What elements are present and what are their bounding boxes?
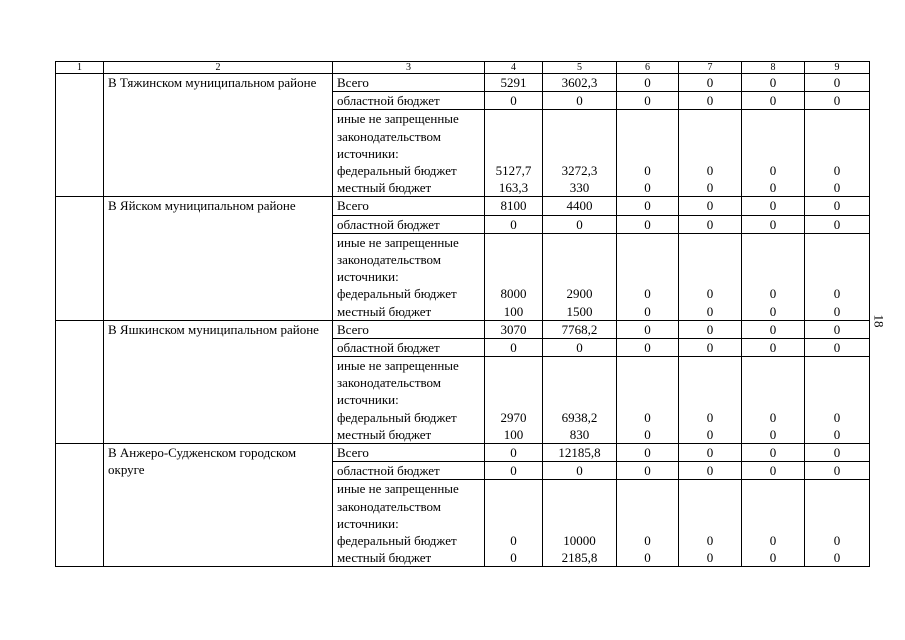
value-local: 0 [769, 303, 777, 319]
value-cell: 0 [617, 462, 679, 480]
value-local: 0 [644, 550, 651, 566]
value-cell: 0 [805, 462, 870, 480]
spacer [617, 234, 678, 251]
value-cell: 0 [679, 197, 742, 215]
source-label-stack [333, 110, 485, 197]
value-federal: 3272,3 [561, 162, 598, 178]
value-cell: 0 [543, 215, 617, 233]
value-local: 0 [833, 426, 841, 442]
table-row [56, 444, 870, 462]
header-cell: 5 [543, 62, 617, 74]
header-cell: 8 [742, 62, 805, 74]
source-label: федеральный бюджет [337, 286, 457, 302]
spacer [742, 498, 804, 515]
spacer [617, 357, 678, 374]
spacer [679, 251, 741, 268]
source-label: иные не запрещенные [337, 234, 459, 250]
spacer [742, 391, 804, 408]
value-cell: 0 [679, 444, 742, 462]
table-row [56, 320, 870, 338]
municipality-name: В Яйском муниципальном районе [104, 197, 333, 320]
value-cell: 0 [485, 215, 543, 233]
spacer [679, 391, 741, 408]
value-cell: 0 [742, 320, 805, 338]
number-cell [56, 197, 104, 320]
value-federal: 0 [644, 409, 651, 425]
value-federal: 0 [510, 533, 517, 548]
value-cell: 0 [742, 74, 805, 92]
value-cell-stack [805, 110, 870, 197]
spacer [805, 498, 869, 515]
spacer [543, 480, 616, 497]
header-cell: 9 [805, 62, 870, 74]
spacer [617, 515, 678, 532]
spacer [617, 110, 678, 127]
value-cell: 0 [679, 462, 742, 480]
spacer [805, 480, 869, 497]
value-cell: 0 [485, 338, 543, 356]
value-federal: 2900 [566, 286, 593, 302]
value-cell: 4400 [543, 197, 617, 215]
spacer [485, 110, 542, 127]
value-cell: 0 [679, 320, 742, 338]
spacer [805, 268, 869, 285]
spacer [742, 128, 804, 145]
value-cell: 0 [805, 338, 870, 356]
spacer [543, 498, 616, 515]
spacer [617, 391, 678, 408]
value-federal: 0 [644, 533, 651, 548]
value-cell-stack [543, 480, 617, 567]
value-cell: 0 [485, 92, 543, 110]
value-cell: 0 [617, 444, 679, 462]
header-cell: 6 [617, 62, 679, 74]
value-cell-stack [617, 110, 679, 197]
value-federal: 0 [706, 533, 714, 548]
value-cell-stack [742, 480, 805, 567]
value-local: 0 [644, 426, 651, 442]
spacer [485, 391, 542, 408]
table-row [56, 74, 870, 92]
value-local: 0 [510, 550, 517, 566]
source-label: Всего [333, 320, 485, 338]
value-local: 100 [503, 303, 524, 319]
value-local: 0 [769, 550, 777, 566]
value-federal: 0 [769, 286, 777, 302]
value-cell: 0 [543, 338, 617, 356]
number-cell [56, 74, 104, 197]
value-cell-stack [679, 357, 742, 444]
value-cell: 0 [742, 444, 805, 462]
spacer [617, 128, 678, 145]
source-label: местный бюджет [337, 180, 432, 196]
spacer [485, 268, 542, 285]
source-label: местный бюджет [337, 550, 432, 566]
spacer [543, 391, 616, 408]
source-label: Всего [333, 74, 485, 92]
value-local: 0 [833, 180, 841, 196]
value-federal: 0 [644, 162, 651, 178]
source-label: законодательством [337, 251, 442, 267]
page-number: 18 [871, 314, 887, 328]
source-label: иные не запрещенные [337, 481, 459, 497]
value-cell-stack [742, 233, 805, 320]
header-cell: 1 [56, 62, 104, 74]
source-label: областной бюджет [333, 338, 485, 356]
source-label: федеральный бюджет [337, 533, 457, 548]
spacer [805, 110, 869, 127]
source-label: областной бюджет [333, 92, 485, 110]
spacer [543, 128, 616, 145]
value-cell-stack [485, 480, 543, 567]
spacer [485, 234, 542, 251]
spacer [617, 145, 678, 162]
value-local: 330 [569, 180, 590, 196]
spacer [805, 251, 869, 268]
table-row [56, 197, 870, 215]
source-label: Всего [333, 197, 485, 215]
spacer [805, 128, 869, 145]
value-local: 0 [706, 303, 714, 319]
spacer [679, 110, 741, 127]
value-cell: 0 [543, 92, 617, 110]
value-local: 0 [769, 180, 777, 196]
value-cell-stack [679, 110, 742, 197]
spacer [805, 374, 869, 391]
value-cell: 0 [805, 444, 870, 462]
value-cell: 0 [617, 92, 679, 110]
spacer [617, 251, 678, 268]
spacer [679, 145, 741, 162]
value-cell: 0 [742, 462, 805, 480]
value-local: 2185,8 [561, 550, 598, 566]
spacer [679, 480, 741, 497]
value-cell: 0 [679, 338, 742, 356]
spacer [742, 234, 804, 251]
spacer [742, 480, 804, 497]
value-cell: 0 [485, 462, 543, 480]
number-cell [56, 444, 104, 567]
source-label: источники: [337, 269, 399, 285]
value-federal: 0 [769, 533, 777, 548]
source-label: источники: [337, 145, 399, 161]
value-local: 0 [706, 180, 714, 196]
value-cell-stack [679, 233, 742, 320]
value-cell-stack [805, 233, 870, 320]
value-cell: 0 [617, 338, 679, 356]
spacer [485, 498, 542, 515]
value-cell-stack [679, 480, 742, 567]
value-cell: 0 [805, 92, 870, 110]
value-federal: 0 [833, 533, 841, 548]
municipality-name: В Яшкинском муниципальном районе [104, 320, 333, 443]
spacer [805, 357, 869, 374]
value-federal: 0 [833, 409, 841, 425]
value-cell: 0 [617, 320, 679, 338]
spacer [742, 357, 804, 374]
value-local: 0 [833, 550, 841, 566]
value-local: 0 [833, 303, 841, 319]
header-cell: 4 [485, 62, 543, 74]
value-cell-stack [742, 110, 805, 197]
spacer [742, 251, 804, 268]
spacer [742, 145, 804, 162]
source-label: областной бюджет [333, 215, 485, 233]
spacer [543, 357, 616, 374]
spacer [485, 357, 542, 374]
spacer [543, 234, 616, 251]
value-federal: 0 [644, 286, 651, 302]
value-cell-stack [617, 480, 679, 567]
value-local: 0 [706, 426, 714, 442]
value-cell: 0 [805, 197, 870, 215]
spacer [679, 128, 741, 145]
value-cell: 0 [679, 74, 742, 92]
value-cell-stack [485, 233, 543, 320]
value-cell: 0 [679, 215, 742, 233]
value-cell: 0 [617, 197, 679, 215]
spacer [742, 268, 804, 285]
source-label: законодательством [337, 375, 442, 391]
value-cell-stack [485, 357, 543, 444]
spacer [679, 357, 741, 374]
value-federal: 2970 [500, 409, 527, 425]
value-cell: 0 [543, 462, 617, 480]
value-cell-stack [543, 357, 617, 444]
value-cell-stack [805, 357, 870, 444]
spacer [679, 234, 741, 251]
spacer [805, 515, 869, 532]
spacer [485, 128, 542, 145]
header-cell: 7 [679, 62, 742, 74]
spacer [679, 498, 741, 515]
value-cell-stack [485, 110, 543, 197]
value-local: 100 [503, 426, 524, 442]
spacer [543, 145, 616, 162]
value-local: 1500 [566, 303, 593, 319]
value-local: 0 [644, 180, 651, 196]
value-federal: 0 [769, 409, 777, 425]
spacer [742, 110, 804, 127]
number-cell [56, 320, 104, 443]
spacer [805, 234, 869, 251]
value-federal: 5127,7 [495, 162, 532, 178]
value-cell: 0 [742, 92, 805, 110]
value-cell: 0 [742, 215, 805, 233]
spacer [805, 145, 869, 162]
spacer [679, 374, 741, 391]
source-label-stack [333, 480, 485, 567]
source-label: законодательством [337, 498, 442, 514]
spacer [485, 515, 542, 532]
value-federal: 0 [706, 409, 714, 425]
value-federal: 0 [769, 162, 777, 178]
value-federal: 0 [706, 286, 714, 302]
spacer [679, 515, 741, 532]
source-label: областной бюджет [333, 462, 485, 480]
value-local: 0 [644, 303, 651, 319]
value-cell: 0 [485, 444, 543, 462]
value-cell-stack [543, 110, 617, 197]
source-label: местный бюджет [337, 303, 432, 319]
source-label: законодательством [337, 128, 442, 144]
funding-table [55, 61, 870, 567]
value-federal: 0 [833, 162, 841, 178]
value-local: 163,3 [498, 180, 529, 196]
header-cell: 3 [333, 62, 485, 74]
value-cell-stack [742, 357, 805, 444]
value-cell: 12185,8 [543, 444, 617, 462]
value-cell: 0 [742, 338, 805, 356]
value-cell: 0 [742, 197, 805, 215]
municipality-name: В Тяжинском муниципальном районе [104, 74, 333, 197]
value-federal: 10000 [563, 533, 596, 548]
spacer [617, 480, 678, 497]
source-label: иные не запрещенные [337, 111, 459, 127]
spacer [617, 374, 678, 391]
value-federal: 0 [833, 286, 841, 302]
value-cell-stack [543, 233, 617, 320]
spacer [485, 251, 542, 268]
value-cell-stack [617, 233, 679, 320]
source-label: источники: [337, 515, 399, 531]
header-cell: 2 [104, 62, 333, 74]
value-cell: 0 [617, 74, 679, 92]
spacer [543, 515, 616, 532]
municipality-name: В Анжеро-Судженском городском округе [104, 444, 333, 567]
spacer [679, 268, 741, 285]
spacer [485, 374, 542, 391]
value-cell: 3070 [485, 320, 543, 338]
value-local: 0 [769, 426, 777, 442]
source-label-stack [333, 357, 485, 444]
value-cell: 0 [805, 320, 870, 338]
value-federal: 8000 [500, 286, 527, 302]
value-cell: 3602,3 [543, 74, 617, 92]
spacer [617, 268, 678, 285]
value-cell-stack [805, 480, 870, 567]
value-cell: 5291 [485, 74, 543, 92]
value-local: 0 [706, 550, 714, 566]
source-label: Всего [333, 444, 485, 462]
value-federal: 0 [706, 162, 714, 178]
header-row [56, 62, 870, 74]
value-cell-stack [617, 357, 679, 444]
spacer [485, 480, 542, 497]
spacer [617, 498, 678, 515]
spacer [742, 374, 804, 391]
source-label: федеральный бюджет [337, 162, 457, 178]
spacer [485, 145, 542, 162]
source-label: иные не запрещенные [337, 358, 459, 374]
value-cell: 8100 [485, 197, 543, 215]
value-cell: 0 [805, 215, 870, 233]
spacer [543, 110, 616, 127]
value-cell: 0 [805, 74, 870, 92]
value-federal: 6938,2 [561, 409, 598, 425]
source-label-stack [333, 233, 485, 320]
spacer [543, 374, 616, 391]
spacer [543, 251, 616, 268]
spacer [742, 515, 804, 532]
spacer [543, 268, 616, 285]
value-cell: 7768,2 [543, 320, 617, 338]
spacer [805, 391, 869, 408]
value-local: 830 [569, 426, 590, 442]
source-label: местный бюджет [337, 426, 432, 442]
source-label: источники: [337, 392, 399, 408]
source-label: федеральный бюджет [337, 409, 457, 425]
value-cell: 0 [617, 215, 679, 233]
value-cell: 0 [679, 92, 742, 110]
